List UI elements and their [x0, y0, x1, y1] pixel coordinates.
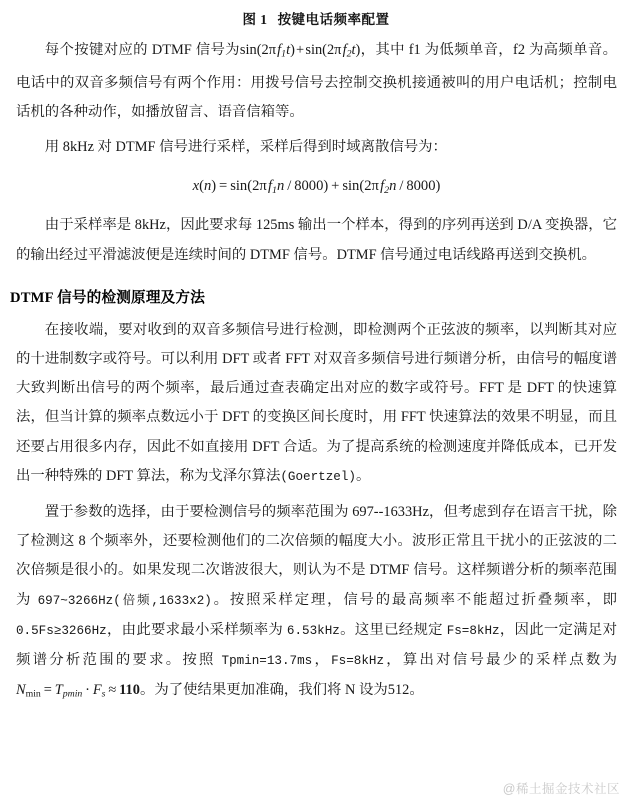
document-body: [0, 36, 632, 270]
document-page: [0, 10, 632, 805]
document-body-section2: [0, 316, 632, 709]
paragraph-5-text-c: ，由此要求最小采样频率为: [106, 621, 287, 638]
fs-value-2: Fs=8kHz: [331, 653, 385, 668]
paragraph-5-text-g: ，算出对信号最少的采样点数为: [384, 651, 617, 668]
paragraph-sampling-intro: 用 8kHz 对 DTMF 信号进行采样，采样后得到时域离散信号为：: [44, 139, 447, 156]
paragraph-dtmf-definition: [16, 36, 617, 127]
paragraph-parameter-selection: [16, 498, 617, 709]
frequency-range-value: 697~3266Hz(倍频,1633x2): [37, 593, 212, 608]
paragraph-4-text-b: 。: [355, 467, 371, 484]
inline-formula-nmin: $N_{min} = T_{pmin} \cdot F_s \approx 110$: [16, 682, 140, 700]
fs-value: Fs=8kHz: [446, 623, 500, 638]
inline-formula-dtmf: sin(2π $f_1t$) + sin(2π $f_2t$): [239, 42, 361, 60]
paragraph-4-text-a: 在接收端，要对收到的双音多频信号进行检测，即检测两个正弦波的频率，以判断其对应的十进制数字或符号。可以利用 DFT 或者 FFT 对双音多频信号进行频谱分析，由信号的幅度谱大致判断出信号的两个频率，最后通过查表确定出对应的数字或符号。FFT 是 DFT 的快速算法，但当计算的频率点数远小于 DFT 的变换区间长度时，用 FFT 快速算法的效果不明显，而且还要占用很多内存，因此不如直接用 DFT 合适。为了提高系统的检测速度并降低成本，已开发出一种特殊的 DFT 算法，称为戈泽尔算法: [16, 321, 617, 484]
paragraph-5-text-d: 。这里已经规定: [339, 621, 447, 638]
figure-caption-label: 图 1: [242, 12, 268, 27]
section-heading-detection: DTMF 信号的检测原理及方法: [10, 289, 206, 306]
folding-frequency-value: 0.5Fs≥3266Hz: [16, 623, 107, 638]
n-setting-value: 512: [387, 682, 410, 699]
paragraph-1-text-a: 每个按键对应的 DTMF 信号为: [44, 42, 240, 58]
paragraph-detection-principle: [16, 316, 617, 492]
paragraph-5-text-b: 。按照采样定理，信号的最高频率不能超过折叠频率，即: [211, 591, 617, 608]
figure-caption: [0, 10, 632, 30]
paragraph-5-text-i: 。: [409, 682, 424, 699]
display-equation-xn: x(n) = sin(2π $f_1n / 8000) + \sin(2\pi$ $f_2n / 8000$): [192, 177, 441, 196]
nmin-value: 110: [119, 682, 140, 699]
tpmin-value: Tpmin=13.7ms: [221, 653, 313, 668]
paragraph-sampling-rate: 由于采样率是 8kHz，因此要求每 125ms 输出一个样本，得到的序列再送到 D/A 变换器，它的输出经过平滑滤波便是连续时间的 DTMF 信号。DTMF 信号通过电话线路再送到交换机。: [16, 217, 617, 263]
figure-caption-title: 按键电话频率配置: [277, 12, 390, 27]
paragraph-5-text-a: 置于参数的选择，由于要检测信号的频率范围为 697--1633Hz，但考虑到存在语言干扰，除了检测这 8 个频率外，还要检测他们的二次倍频的幅度大小。波形正常且干扰小的正弦波的二次倍频是很小的。如果发现二次谐波很大，则认为不是 DTMF 信号。这样频谱分析的频率范围为: [16, 503, 617, 608]
goertzel-term: (Goertzel): [280, 469, 356, 484]
paragraph-5-text-f: ，: [312, 651, 332, 668]
watermark: @稀土掘金技术社区: [502, 782, 620, 796]
paragraph-1-text-b: ，其中 f1 为低频单音，f2 为高频单音。电话中的双音多频信号有两个作用：用拨号信号去控制交换机接通被叫的用户电话机；控制电话机的各种动作，如播放留言、语音信箱等。: [16, 42, 617, 121]
min-sampling-frequency-value: 6.53kHz: [286, 623, 340, 638]
paragraph-5-text-h: 。为了使结果更加准确，我们将 N 设为: [139, 682, 388, 699]
paragraph-5-text-e: ，因此一定满足对频谱分析范围的要求。按照: [16, 621, 617, 668]
